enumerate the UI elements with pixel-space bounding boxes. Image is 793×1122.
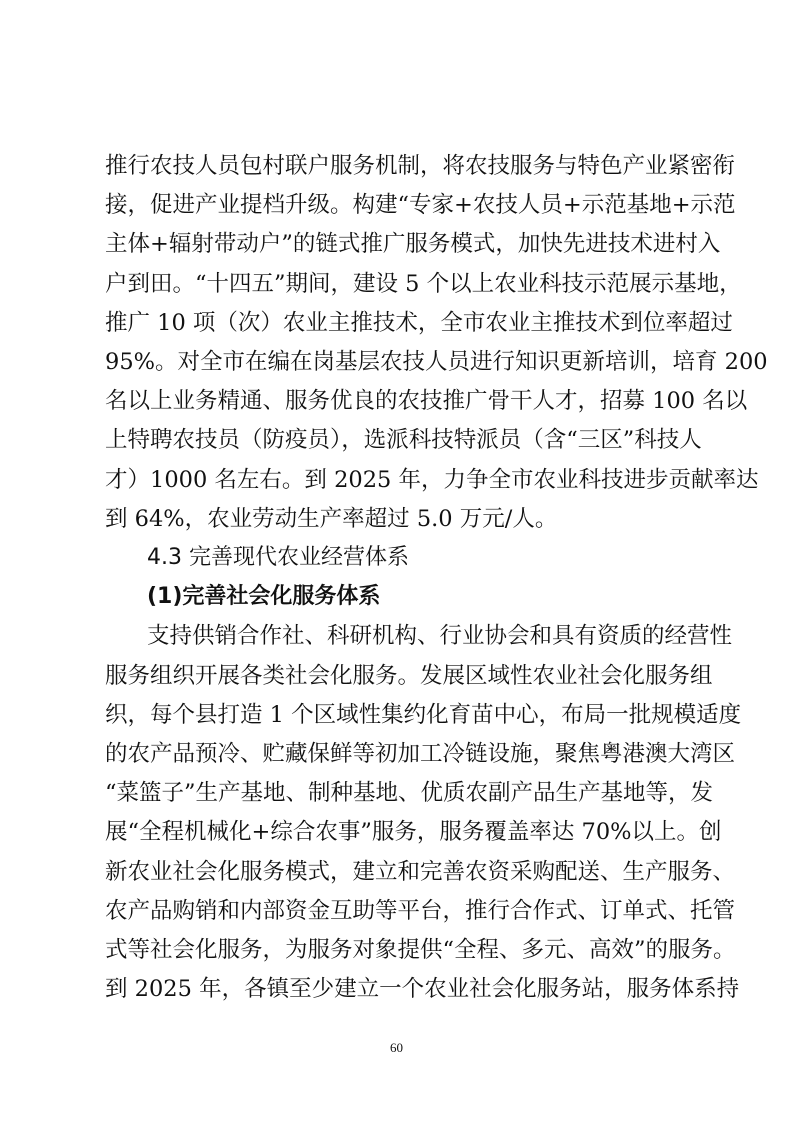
paragraph-1-line-5: 推广 10 项（次）农业主推技术，全市农业主推技术到位率超过 [105, 309, 733, 336]
page-number: 60 [390, 1040, 403, 1055]
paragraph-1-line-6: 95%。对全市在编在岗基层农技人员进行知识更新培训，培育 200 [105, 349, 768, 375]
paragraph-1-line-10: 到 64%，农业劳动生产率超过 5.0 万元/人。 [105, 505, 558, 532]
paragraph-2-line-4: 的农产品预冷、贮藏保鲜等初加工冷链设施，聚焦粤港澳大湾区 [105, 741, 736, 767]
paragraph-2-line-8: 农产品购销和内部资金互助等平台，推行合作式、订单式、托管 [105, 897, 736, 924]
paragraph-1-line-8: 上特聘农技员（防疫员），选派科技特派员（含“三区”科技人 [105, 427, 702, 454]
paragraph-2-line-5: “菜篮子”生产基地、制种基地、优质农副产品生产基地等，发 [105, 780, 714, 807]
paragraph-1-line-4: 户到田。“十四五”期间，建设 5 个以上农业科技示范展示基地， [105, 270, 742, 297]
paragraph-1-line-7: 名以上业务精通、服务优良的农技推广骨干人才，招募 100 名以 [105, 388, 748, 415]
paragraph-1-line-1: 推行农技人员包村联户服务机制，将农技服务与特色产业紧密衔 [105, 153, 736, 179]
paragraph-2-line-6: 展“全程机械化+综合农事”服务，服务覆盖率达 70%以上。创 [105, 819, 722, 846]
subsection-heading: (1)完善社会化服务体系 [147, 584, 381, 610]
paragraph-1-line-3: 主体+辐射带动户”的链式推广服务模式，加快先进技术进村入 [105, 231, 721, 258]
paragraph-1-line-9: 才）1000 名左右。到 2025 年，力争全市农业科技进步贡献率达 [105, 466, 759, 493]
paragraph-2-line-10: 到 2025 年，各镇至少建立一个农业社会化服务站，服务体系持 [105, 976, 740, 1003]
paragraph-2-line-3: 织，每个县打造 1 个区域性集约化育苗中心，布局一批规模适度 [105, 701, 742, 728]
paragraph-2-line-9: 式等社会化服务，为服务对象提供“全程、多元、高效”的服务。 [105, 937, 736, 963]
paragraph-2-line-2: 服务组织开展各类社会化服务。发展区域性农业社会化服务组 [105, 662, 713, 689]
paragraph-2-line-1: 支持供销合作社、科研机构、行业协会和具有资质的经营性 [147, 623, 733, 650]
paragraph-1-line-2: 接，促进产业提档升级。构建“专家+农技人员+示范基地+示范 [105, 192, 736, 219]
paragraph-2-line-7: 新农业社会化服务模式，建立和完善农资采购配送、生产服务、 [105, 858, 736, 885]
section-heading: 4.3 完善现代农业经营体系 [147, 545, 409, 570]
